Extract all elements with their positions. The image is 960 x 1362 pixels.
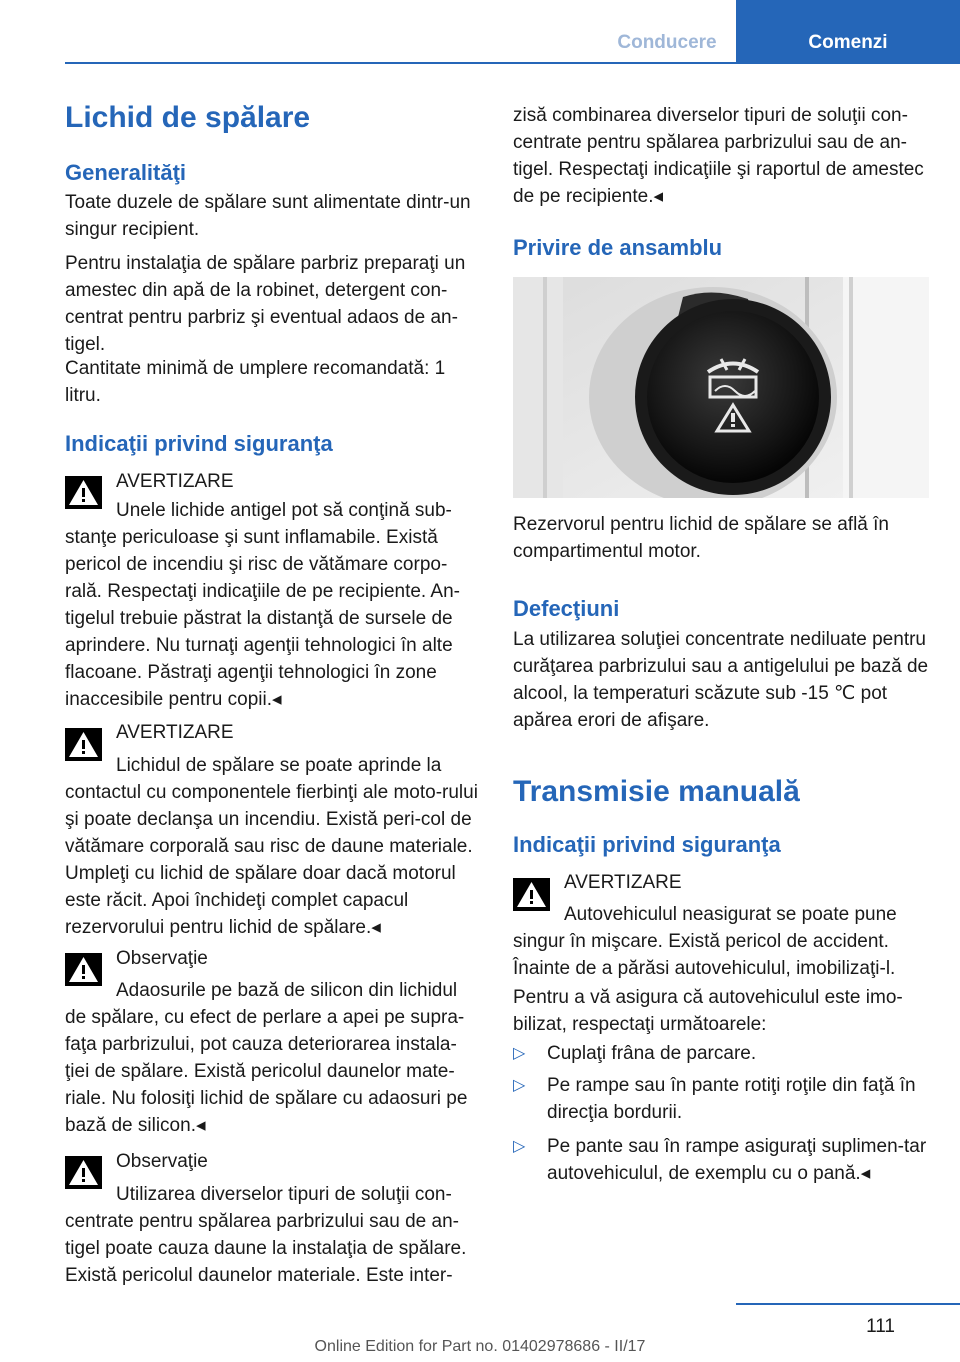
paragraph-mixture: Pentru instalaţia de spălare parbriz preparaţi un amestec din apă de la robinet, detergent con-centrat pentru parbriz şi eventual adaos de an-tigel. bbox=[65, 253, 466, 355]
warning-text: Autovehiculul neasigurat se poate pune singur în mişcare. Există pericol de accident. Înainte de a părăsi autovehiculul, imobilizaţi-l. bbox=[513, 904, 897, 979]
list-item-text: Pe pante sau în rampe asiguraţi suplimen-tar autovehiculul, de exemplu cu o pană.◂ bbox=[547, 1136, 927, 1184]
paragraph-continued: zisă combinarea diverselor tipuri de soluţii con-centrate pentru spălarea parbrizului sau de an-tigel. Respectaţi indicaţiile şi raportul de amestec de pe recipiente.◂ bbox=[513, 105, 924, 207]
photo-caption: Rezervorul pentru lichid de spălare se află în compartimentul motor. bbox=[513, 514, 889, 562]
observation-title: Observaţie bbox=[116, 948, 208, 969]
washer-reservoir-cap-photo bbox=[513, 277, 929, 498]
paragraph-secure: Pentru a vă asigura că autovehiculul este imo-bilizat, respectaţi următoarele: bbox=[513, 987, 903, 1035]
page-number: 111 bbox=[866, 1316, 895, 1337]
tab-conducere[interactable]: Conducere bbox=[617, 32, 717, 53]
section-title-manual-transmission: Transmisie manuală bbox=[513, 775, 800, 808]
paragraph-min-fill: Cantitate minimă de umplere recomandată: 1 litru. bbox=[65, 358, 446, 406]
warning-text: Unele lichide antigel pot să conţină sub-stanţe periculoase şi sunt inflamabile. Există pericol de incendiu şi risc de vătămare corpo-rală. Respectaţi indicaţiile de pe recipiente. An-tigelul trebuie păstrat la distanţă de sursele de aprindere. Nu turnaţi agenţii tehnologici în alte flacoane. Păstraţi agenţii tehnologici în zone inaccesibile pentru copii.◂ bbox=[65, 500, 461, 710]
warning-text: Lichidul de spălare se poate aprinde la contactul cu componentele fierbinţi ale moto-rului şi poate declanşa un incendiu. Există peri-col de vătămare corporală sau risc de daune materiale. Umpleţi cu lichid de spălare doar dacă motorul este răcit. Apoi închideţi complet capacul rezervorului pentru lichid de spălare.◂ bbox=[65, 755, 478, 938]
observation-text: Adaosurile pe bază de silicon din lichidul de spălare, cu efect de perlare a apei pe supra-faţa parbrizului, pot cauza deteriorarea instala-ţiei de spălare. Există pericolul daunelor mate-riale. Nu folosiţi lichid de spălare cu adaosuri pe bază de silicon.◂ bbox=[65, 980, 468, 1136]
list-item-text: Cuplaţi frâna de parcare. bbox=[547, 1043, 757, 1064]
heading-safety: Indicaţii privind siguranţa bbox=[65, 431, 333, 456]
warning-title: AVERTIZARE bbox=[116, 471, 234, 492]
heading-safety-transmission: Indicaţii privind siguranţa bbox=[513, 832, 781, 857]
footer-divider bbox=[736, 1303, 960, 1305]
warning-title: AVERTIZARE bbox=[564, 872, 682, 893]
tab-comenzi[interactable]: Comenzi bbox=[736, 0, 960, 62]
triangle-bullet-icon: ▷ bbox=[513, 1045, 526, 1062]
footer-edition: Online Edition for Part no. 01402978686 - II/17 bbox=[314, 1338, 646, 1355]
paragraph-nozzles: Toate duzele de spălare sunt alimentate dintr-un singur recipient. bbox=[65, 192, 471, 240]
triangle-bullet-icon: ▷ bbox=[513, 1077, 526, 1094]
heading-defects: Defecţiuni bbox=[513, 596, 620, 621]
page-header bbox=[0, 0, 960, 62]
observation-title: Observaţie bbox=[116, 1151, 208, 1172]
triangle-bullet-icon: ▷ bbox=[513, 1138, 526, 1155]
heading-general: Generalităţi bbox=[65, 160, 187, 185]
section-title-washer-fluid: Lichid de spălare bbox=[65, 101, 311, 134]
header-divider bbox=[65, 62, 960, 64]
paragraph-defects: La utilizarea soluţiei concentrate nediluate pentru curăţarea parbrizului sau a antigelului pe bază de alcool, la temperaturi scăzute sub -15 ℃ pot apărea erori de afişare. bbox=[513, 629, 929, 731]
warning-title: AVERTIZARE bbox=[116, 722, 234, 743]
heading-overview: Privire de ansamblu bbox=[513, 235, 723, 260]
observation-text: Utilizarea diverselor tipuri de soluţii con-centrate pentru spălarea parbrizului sau de an-tigel poate cauza daune la instalaţia de spălare. Există pericolul daunelor materiale. Este inter- bbox=[65, 1184, 467, 1286]
list-item-text: Pe rampe sau în pante rotiţi roţile din faţă în direcţia bordurii. bbox=[547, 1075, 916, 1123]
